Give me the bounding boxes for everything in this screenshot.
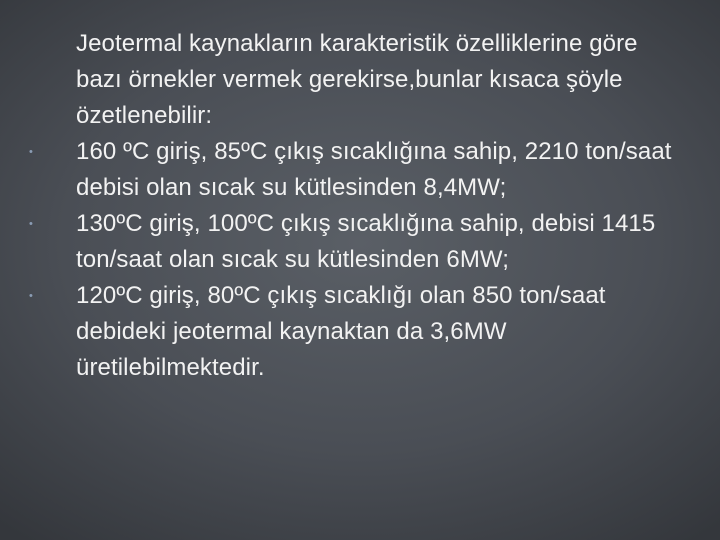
bullet-dot-icon: • xyxy=(29,218,33,230)
bullet-dot-icon: • xyxy=(29,146,33,158)
bullet-text: 120ºC giriş, 80ºC çıkış sıcaklığı olan 850 ton/saat debideki jeotermal kaynaktan da 3,6MW üretilebilmektedir. xyxy=(76,282,606,381)
bullet-item xyxy=(29,278,676,386)
bullet-dot-icon: • xyxy=(29,290,33,302)
intro-text: Jeotermal kaynakların karakteristik özelliklerine göre bazı örnekler vermek gerekirse,bunlar kısaca şöyle özetlenebilir: xyxy=(76,30,638,129)
bullet-text: 130ºC giriş, 100ºC çıkış sıcaklığına sahip, debisi 1415 ton/saat olan sıcak su kütlesinden 6MW; xyxy=(76,210,656,273)
bullet-item xyxy=(29,134,676,206)
intro-paragraph xyxy=(76,26,676,134)
bullet-item xyxy=(29,206,676,278)
slide-body xyxy=(29,26,676,386)
bullet-text: 160 ºC giriş, 85ºC çıkış sıcaklığına sahip, 2210 ton/saat debisi olan sıcak su kütlesinden 8,4MW; xyxy=(76,138,672,201)
